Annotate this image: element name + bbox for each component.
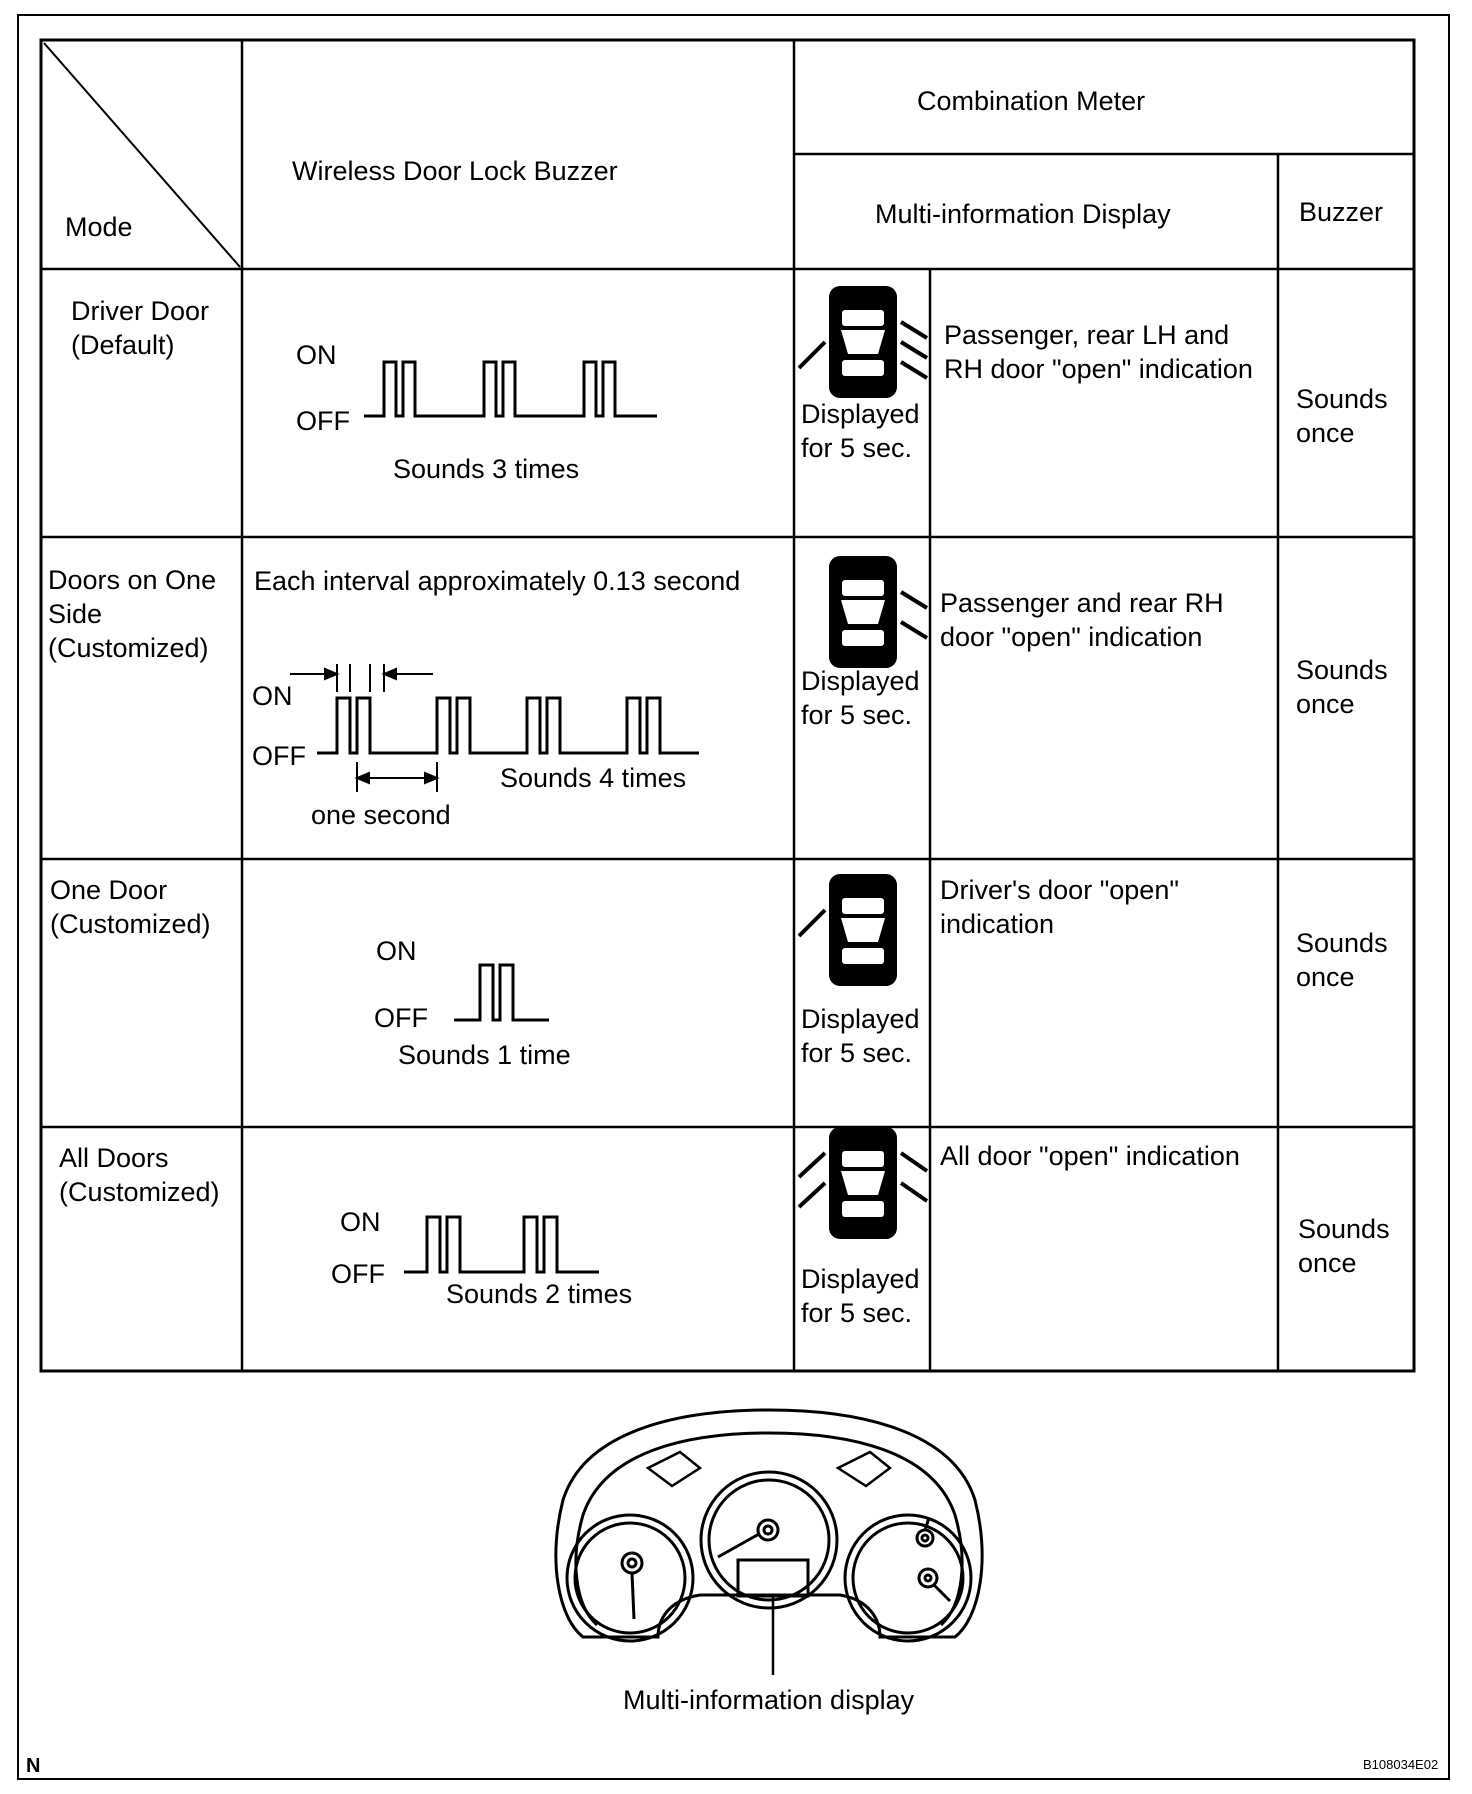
row3-off-label: OFF [374,1003,428,1033]
combination-meter [556,1410,982,1675]
row4-off-label: OFF [331,1259,385,1289]
header-wireless-buzzer: Wireless Door Lock Buzzer [292,156,618,186]
row2-mode: Doors on One Side (Customized) [48,565,217,663]
row3-buzzer: Sounds once [1296,928,1388,992]
meter-callout-label: Multi-information display [623,1685,915,1715]
row1-mode: Driver Door (Default) [71,296,210,360]
row3-sounds: Sounds 1 time [398,1040,571,1070]
row3-indication: Driver's door "open" indication [940,875,1179,939]
row3-on-label: ON [376,936,417,966]
interval-annotation [290,664,433,692]
row2-off-label: OFF [252,741,306,771]
row4-mode: All Doors (Customized) [59,1143,220,1207]
row1-buzzer: Sounds once [1296,384,1388,448]
header-buzzer: Buzzer [1299,197,1384,227]
row2-displayed: Displayed for 5 sec. [801,666,920,730]
car-icon-row2 [829,556,927,668]
waveform-row1 [364,362,657,416]
row2-one-second: one second [311,800,451,830]
car-icon-row3 [799,874,897,986]
header-multi-info-display: Multi-information Display [875,199,1171,229]
waveform-row3 [454,965,549,1020]
row3-mode: One Door (Customized) [50,875,211,939]
car-icon-row4 [799,1127,927,1239]
row1-off-label: OFF [296,406,350,436]
waveform-row4 [404,1217,599,1272]
row1-displayed: Displayed for 5 sec. [801,399,920,463]
row2-on-label: ON [252,681,293,711]
row4-displayed: Displayed for 5 sec. [801,1264,920,1328]
row4-sounds: Sounds 2 times [446,1279,633,1309]
row3-displayed: Displayed for 5 sec. [801,1004,920,1068]
row2-sounds: Sounds 4 times [500,763,687,793]
row4-indication: All door "open" indication [940,1141,1240,1171]
row2-indication: Passenger and rear RH door "open" indication [940,588,1224,652]
header-combination-meter: Combination Meter [917,86,1146,116]
footer-left-mark: N [26,1755,41,1777]
row2-buzzer: Sounds once [1296,655,1388,719]
row1-on-label: ON [296,340,337,370]
car-icon-row1 [799,286,927,398]
row4-buzzer: Sounds once [1298,1214,1390,1278]
waveform-row2 [317,698,699,753]
header-mode: Mode [65,212,133,242]
figure-code: B108034E02 [1363,1757,1439,1772]
row1-sounds: Sounds 3 times [393,454,580,484]
row1-indication: Passenger, rear LH and RH door "open" indication [944,320,1253,384]
row2-interval-note: Each interval approximately 0.13 second [254,566,741,596]
one-second-arrow [357,762,437,792]
row4-on-label: ON [340,1207,381,1237]
